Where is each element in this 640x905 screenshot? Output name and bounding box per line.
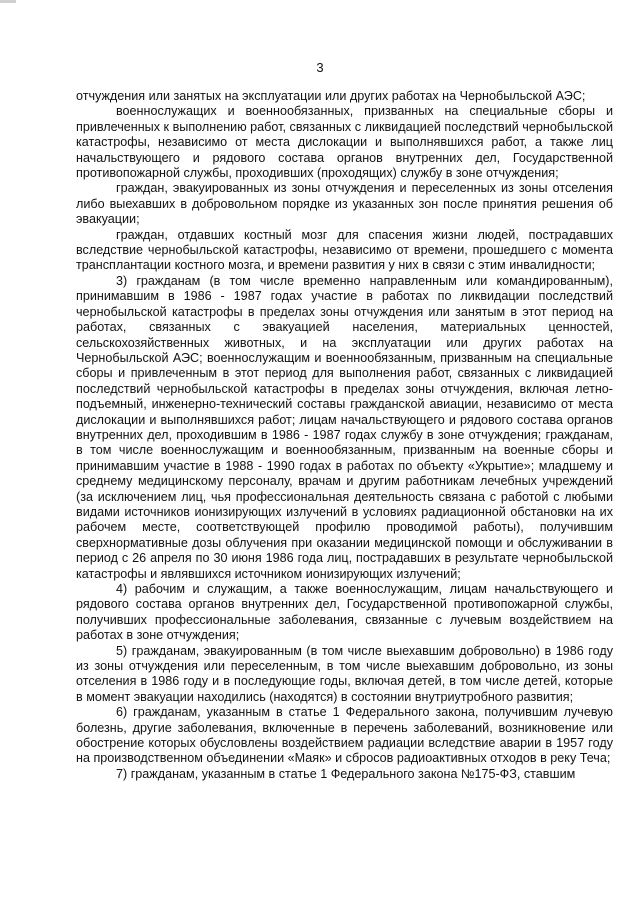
document-body	[76, 89, 613, 782]
scan-corner-mark	[0, 0, 16, 3]
paragraph-item-6: 6) гражданам, указанным в статье 1 Федерального закона, получившим лучевую болезнь, другие заболевания, включенные в перечень заболеваний, возникновение или обострение которых обусловлены воздействием радиации вследствие аварии в 1957 году на производственном объединении «Маяк» и сбросов радиоактивных отходов в реку Теча;	[76, 705, 613, 766]
paragraph-item-5: 5) гражданам, эвакуированным (в том числе выехавшим добровольно) в 1986 году из зоны отчуждения или переселенным, в том числе выехавшим добровольно, из зоны отселения в 1986 году и в последующие годы, включая детей, в том числе детей, которые в момент эвакуации находились (находятся) в состоянии внутриутробного развития;	[76, 643, 613, 704]
paragraph-bone-marrow-donors: граждан, отдавших костный мозг для спасения жизни людей, пострадавших вследствие чернобыльской катастрофы, независимо от времени, прошедшего с момента трансплантации костного мозга, и времени развития у них в связи с этим инвалидности;	[76, 227, 613, 273]
page-number: 3	[316, 60, 324, 75]
paragraph-evacuated-citizens: граждан, эвакуированных из зоны отчуждения и переселенных из зоны отселения либо выехавших в добровольном порядке из указанных зон после принятия решения об эвакуации;	[76, 181, 613, 227]
paragraph-military-reservists: военнослужащих и военнообязанных, призванных на специальные сборы и привлеченных к выполнению работ, связанных с ликвидацией последствий чернобыльской катастрофы, независимо от места дислокации и выполнявшихся работ, а также лиц начальствующего и рядового состава органов внутренних дел, Государственной противопожарной службы, проходивших (проходящих) службу в зоне отчуждения;	[76, 104, 613, 181]
paragraph-item-4: 4) рабочим и служащим, а также военнослужащим, лицам начальствующего и рядового состава органов внутренних дел, Государственной противопожарной службы, получивших профессиональные заболевания, связанные с лучевым воздействием на работах в зоне отчуждения;	[76, 582, 613, 643]
paragraph-item-3: 3) гражданам (в том числе временно направленным или командированным), принимавшим в 1986 - 1987 годах участие в работах по ликвидации последствий чернобыльской катастрофы в пределах зоны отчуждения или занятым в этот период на работах, связанных с эвакуацией населения, материальных ценностей, сельскохозяйственных животных, и на эксплуатации или других работах на Чернобыльской АЭС; военнослужащим и военнообязанным, призванным на специальные сборы и привлеченным в этот период для выполнения работ, связанных с ликвидацией последствий чернобыльской катастрофы в пределах зоны отчуждения, включая летно-подъемный, инженерно-технический составы гражданской авиации, независимо от места дислокации и выполнявшихся работ; лицам начальствующего и рядового состава органов внутренних дел, проходившим в 1986 - 1987 годах службу в зоне отчуждения; гражданам, в том числе военнослужащим и военнообязанным, призванным на военные сборы и принимавшим участие в 1988 - 1990 годах в работах по объекту «Укрытие»; младшему и среднему медицинскому персоналу, врачам и другим работникам лечебных учреждений (за исключением лиц, чья профессиональная деятельность связана с работой с любыми видами источников ионизирующих излучений в условиях радиационной обстановки на их рабочем месте, соответствующей профилю проводимой работы), получившим сверхнормативные дозы облучения при оказании медицинской помощи и обслуживании в период с 26 апреля по 30 июня 1986 года лиц, пострадавших в результате чернобыльской катастрофы и являвшихся источником ионизирующих излучений;	[76, 273, 613, 581]
paragraph-continuation: отчуждения или занятых на эксплуатации или других работах на Чернобыльской АЭС;	[76, 89, 586, 103]
paragraph-item-7: 7) гражданам, указанным в статье 1 Федерального закона №175-ФЗ, ставшим	[116, 766, 576, 781]
